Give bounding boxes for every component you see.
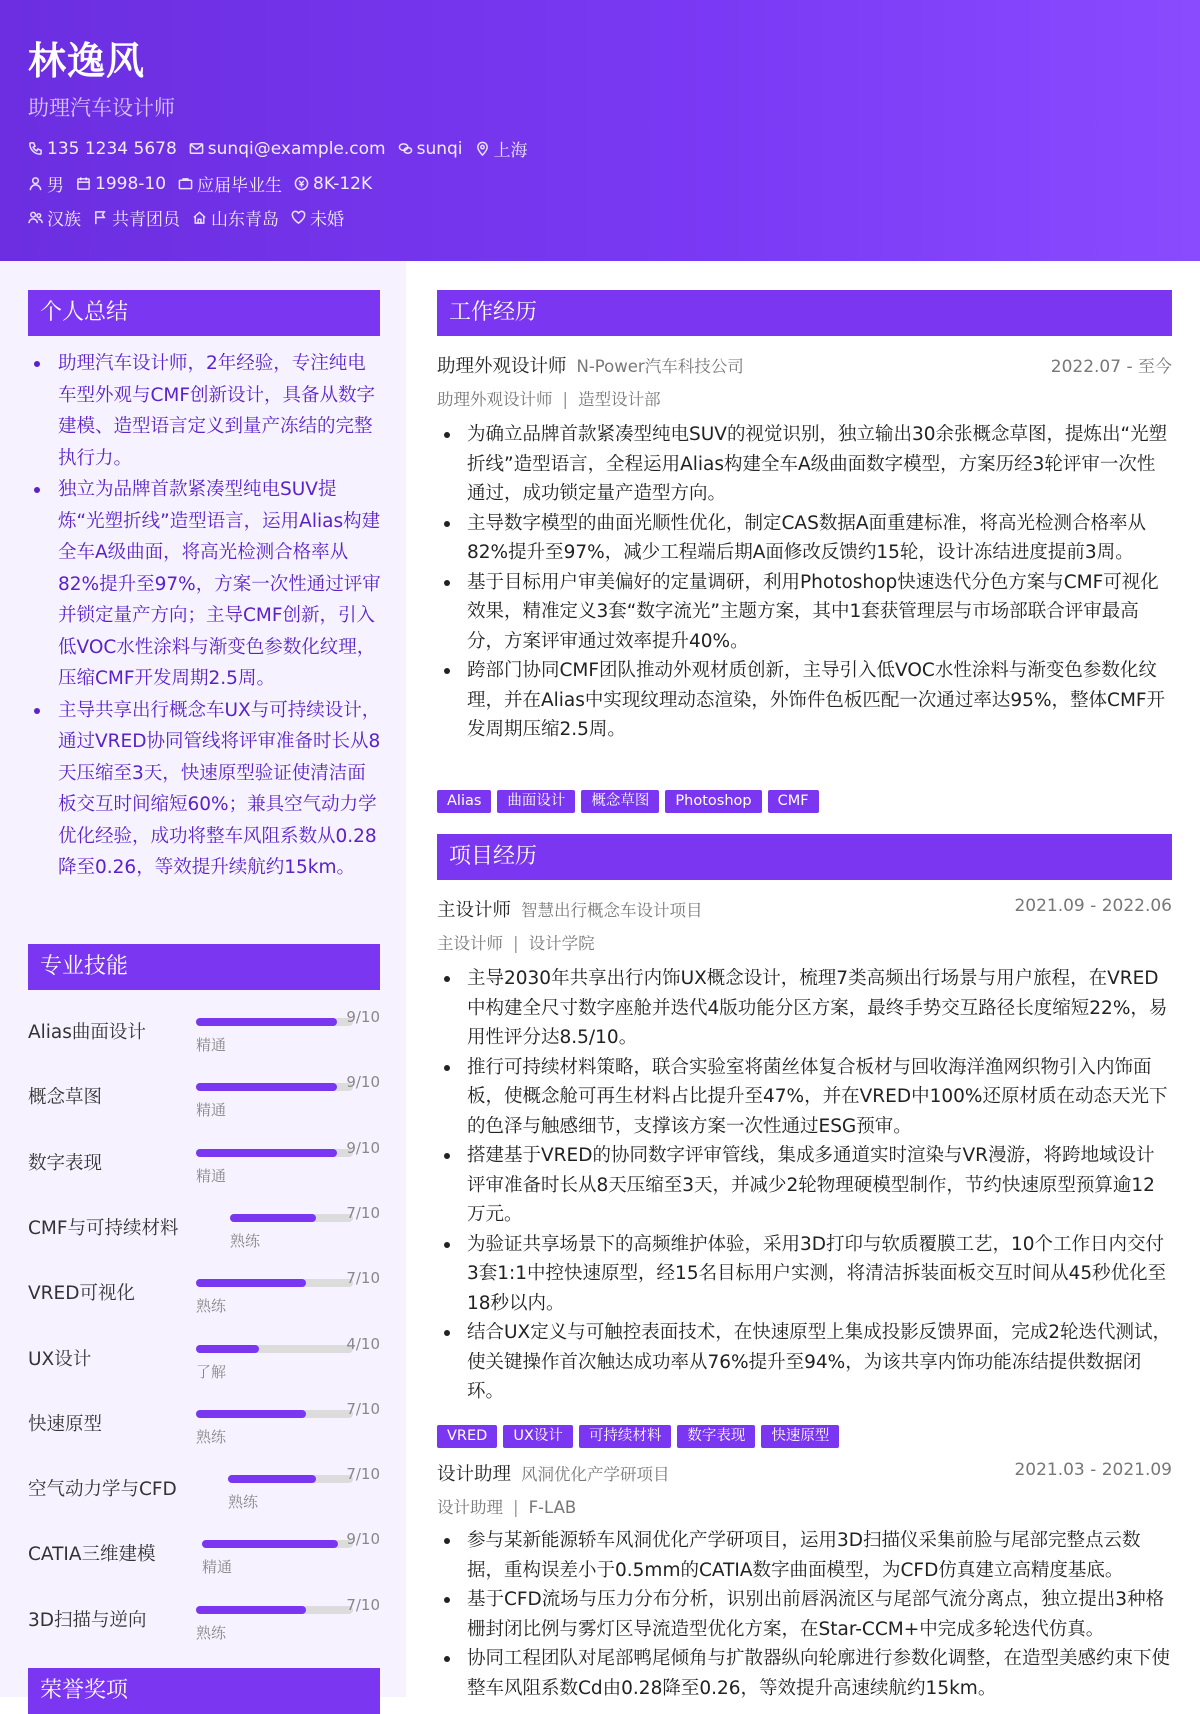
summary-item: 主导共享出行概念车UX与可持续设计，通过VRED协同管线将评审准备时长从8天压缩至3天，快速原型验证使清洁面板交互时间缩短60%；兼具空气动力学优化经验，成功将整车风阻系数从0.28降至0.26，等效提升续航约15km。 xyxy=(28,695,382,884)
birth-text: 1998-10 xyxy=(95,173,167,194)
gender-text: 男 xyxy=(47,176,64,196)
skill-row xyxy=(28,1069,380,1129)
home-icon xyxy=(192,210,207,225)
skill-level: 精通 xyxy=(196,1166,227,1185)
salary-text: 8K-12K xyxy=(313,173,373,194)
project-header xyxy=(437,1460,1172,1490)
calendar-icon xyxy=(76,176,91,191)
project-bullet: 协同工程团队对尾部鸭尾倾角与扩散器纵向轮廓进行参数化调整，在造型美感约束下使整车风阻系数Cd由0.28降至0.26，等效提升高速续航约15km。 xyxy=(437,1644,1172,1703)
project-name: 智慧出行概念车设计项目 xyxy=(521,901,703,920)
skill-tag: 曲面设计 xyxy=(497,790,575,813)
skill-level: 精通 xyxy=(196,1036,227,1054)
skill-row xyxy=(28,1396,380,1456)
skill-name: 3D扫描与逆向 xyxy=(28,1609,147,1631)
job-department: 造型设计部 xyxy=(578,390,661,409)
hometown-text: 山东青岛 xyxy=(211,210,279,230)
skill-level: 熟练 xyxy=(228,1493,259,1512)
marital-info xyxy=(291,205,344,230)
project-tags xyxy=(437,1425,845,1448)
skill-level: 精通 xyxy=(196,1101,227,1120)
job-tags xyxy=(437,790,825,813)
skills-section-title: 专业技能 xyxy=(28,944,380,990)
skill-name: 快速原型 xyxy=(28,1413,103,1435)
skill-tag: 可持续材料 xyxy=(579,1425,672,1448)
birth-info xyxy=(76,174,166,194)
skill-row xyxy=(28,1461,380,1521)
work-section-title: 工作经历 xyxy=(437,290,1172,336)
skill-bar-fill xyxy=(196,1606,306,1614)
skill-level: 熟练 xyxy=(230,1231,261,1250)
skill-bar xyxy=(228,1475,353,1483)
skill-bar xyxy=(196,1606,353,1614)
skill-name: VRED可视化 xyxy=(28,1283,135,1305)
skill-name: CMF与可持续材料 xyxy=(28,1217,179,1239)
project-bullets xyxy=(437,964,1172,1407)
ethnicity-text: 汉族 xyxy=(47,210,81,230)
marital-text: 未婚 xyxy=(310,210,344,230)
skill-bar xyxy=(196,1149,353,1157)
skill-row xyxy=(28,1200,380,1260)
skill-bar-fill xyxy=(196,1345,259,1353)
phone-info xyxy=(28,139,177,159)
skill-row xyxy=(28,1331,380,1391)
skill-bar xyxy=(196,1279,353,1287)
contact-row xyxy=(28,136,540,161)
projects-section-title: 项目经历 xyxy=(437,834,1172,880)
job-bullet: 主导数字模型的曲面光顺性优化，制定CAS数据A面重建标准，将高光检测合格率从82%提升至97%，减少工程端后期A面修改反馈约15轮，设计冻结进度提前3周。 xyxy=(437,509,1172,568)
skill-tag: Photoshop xyxy=(665,790,761,813)
job-position: 助理外观设计师 xyxy=(437,390,553,409)
project-header xyxy=(437,896,1172,926)
ethnicity-info xyxy=(28,205,81,230)
project-position: 设计助理 xyxy=(437,1498,503,1517)
skill-bar xyxy=(230,1214,353,1222)
job-bullet: 基于目标用户审美偏好的定量调研，利用Photoshop快速迭代分色方案与CMF可视化效果，精准定义3套“数字流光”主题方案，其中1套获管理层与市场部联合评审最高分，方案评审通过效率提升40%。 xyxy=(437,568,1172,657)
project-bullet: 为验证共享场景下的高频维护体验，采用3D打印与软质覆膜工艺，10个工作日内交付3套1:1中控快速原型，经15名目标用户实测，将清洁拆装面板交互时间从45秒优化至18秒以内。 xyxy=(437,1230,1172,1319)
project-bullet: 主导2030年共享出行内饰UX概念设计，梳理7类高频出行场景与用户旅程，在VRED中构建全尺寸数字座舱并迭代4版功能分区方案，最终手势交互路径长度缩短22%，易用性评分达8.5/10。 xyxy=(437,964,1172,1053)
project-bullet: 推行可持续材料策略，联合实验室将菌丝体复合板材与回收海洋渔网织物引入内饰面板，使概念舱可再生材料占比提升至47%，并在VRED中100%还原材质在动态天光下的色泽与触感细节，支撑该方案一次性通过ESG预审。 xyxy=(437,1053,1172,1142)
skill-bar-fill xyxy=(202,1540,338,1548)
city-info xyxy=(475,136,528,161)
people-icon xyxy=(28,210,43,225)
phone-text[interactable]: 135 1234 5678 xyxy=(47,138,177,159)
skill-row xyxy=(28,1004,380,1064)
skill-tag: VRED xyxy=(437,1425,497,1448)
skill-bar xyxy=(196,1083,353,1091)
job-title: 助理外观设计师 xyxy=(437,356,567,377)
skill-bar xyxy=(196,1018,353,1026)
skill-score: 7/10 xyxy=(346,1465,380,1484)
skill-bar-fill xyxy=(196,1149,337,1157)
skill-score: 9/10 xyxy=(346,1138,380,1157)
mail-icon xyxy=(189,141,204,156)
candidate-name: 林逸风 xyxy=(28,39,146,83)
skill-bar xyxy=(196,1345,353,1353)
skill-level: 熟练 xyxy=(196,1623,227,1642)
skill-name: 数字表现 xyxy=(28,1152,103,1174)
salary-info xyxy=(294,174,372,194)
flag-icon xyxy=(93,210,108,225)
summary-section-title: 个人总结 xyxy=(28,290,380,336)
project-date: 2021.09 - 2022.06 xyxy=(1014,896,1172,916)
summary-item: 助理汽车设计师，2年经验，专注纯电车型外观与CMF创新设计，具备从数字建模、造型语言定义到量产冻结的完整执行力。 xyxy=(28,348,382,474)
city-text: 上海 xyxy=(493,141,528,161)
skill-bar-fill xyxy=(230,1214,316,1222)
briefcase-icon xyxy=(178,176,193,191)
wechat-info xyxy=(398,139,463,159)
project-bullets xyxy=(437,1526,1172,1703)
honors-section-title: 荣誉奖项 xyxy=(28,1668,380,1714)
resume-header xyxy=(0,0,1200,261)
skill-score: 4/10 xyxy=(346,1334,380,1353)
skill-name: UX设计 xyxy=(28,1348,92,1370)
skill-row xyxy=(28,1265,380,1325)
skill-level: 熟练 xyxy=(196,1427,227,1446)
project-name: 风洞优化产学研项目 xyxy=(521,1465,670,1484)
project-position: 主设计师 xyxy=(437,934,503,953)
project-bullet: 基于CFD流场与压力分布分析，识别出前唇涡流区与尾部气流分离点，独立提出3种格栅封闭比例与雾灯区导流造型优化方案，在Star-CCM+中完成多轮迭代仿真。 xyxy=(437,1585,1172,1644)
skill-tag: 快速原型 xyxy=(761,1425,839,1448)
skill-bar xyxy=(196,1410,353,1418)
project-subtitle xyxy=(437,930,595,954)
project-department: F-LAB xyxy=(528,1498,577,1517)
personal-info-row xyxy=(28,205,356,230)
skill-score: 9/10 xyxy=(346,1008,380,1026)
job-bullet: 跨部门协同CMF团队推动外观材质创新，主导引入低VOC水性涂料与渐变色参数化纹理，并在Alias中实现纹理动态渲染，外饰件色板匹配一次通过率达95%，整体CMF开发周期压缩2.5周。 xyxy=(437,656,1172,745)
summary-item: 独立为品牌首款紧凑型纯电SUV提炼“光塑折线”造型语言，运用Alias构建全车A级曲面，将高光检测合格率从82%提升至97%，方案一次性通过评审并锁定量产方向；主导CMF创新，引入低VOC水性涂料与渐变色参数化纹理，压缩CMF开发周期2.5周。 xyxy=(28,474,382,695)
project-title: 主设计师 xyxy=(437,900,512,921)
skill-row xyxy=(28,1592,380,1652)
candidate-role: 助理汽车设计师 xyxy=(28,96,175,120)
project-date: 2021.03 - 2021.09 xyxy=(1014,1460,1172,1480)
skill-score: 9/10 xyxy=(346,1530,380,1549)
project-title: 设计助理 xyxy=(437,1464,512,1485)
status-info xyxy=(178,171,282,196)
skill-bar-fill xyxy=(228,1475,316,1483)
skill-level: 熟练 xyxy=(196,1297,227,1316)
skill-name: 空气动力学与CFD xyxy=(28,1479,177,1501)
wechat-text: sunqi xyxy=(416,138,463,159)
project-bullet: 搭建基于VRED的协同数字评审管线，集成多通道实时渲染与VR漫游，将跨地域设计评审准备时长从8天压缩至3天，并减少2轮物理硬模型制作，节约快速原型预算逾12万元。 xyxy=(437,1141,1172,1230)
job-date: 2022.07 - 至今 xyxy=(1050,357,1172,377)
skill-tag: CMF xyxy=(768,790,819,813)
status-text: 应届毕业生 xyxy=(197,176,283,196)
skill-bar-fill xyxy=(196,1410,306,1418)
skill-score: 7/10 xyxy=(346,1269,380,1288)
job-bullets xyxy=(437,420,1172,745)
job-header xyxy=(437,352,1172,382)
email-info xyxy=(189,139,386,159)
skill-name: Alias曲面设计 xyxy=(28,1022,146,1043)
separator: | xyxy=(562,390,569,409)
skill-tag: UX设计 xyxy=(503,1425,573,1448)
phone-icon xyxy=(28,141,43,156)
skill-tag: 概念草图 xyxy=(581,790,659,813)
skill-bar-fill xyxy=(196,1279,306,1287)
location-icon xyxy=(475,141,490,156)
basic-info-row xyxy=(28,171,384,196)
skill-row xyxy=(28,1526,380,1586)
skill-level: 了解 xyxy=(196,1362,227,1381)
separator: | xyxy=(513,1498,519,1517)
skill-name: 概念草图 xyxy=(28,1087,103,1109)
skill-level: 精通 xyxy=(202,1558,233,1577)
skill-bar-fill xyxy=(196,1018,337,1026)
project-bullet: 结合UX定义与可触控表面技术，在快速原型上集成投影反馈界面，完成2轮迭代测试，使关键操作首次触达成功率从76%提升至94%，为该共享内饰功能冻结提供数据闭环。 xyxy=(437,1318,1172,1407)
project-subtitle xyxy=(437,1494,576,1518)
skill-bar xyxy=(202,1540,353,1548)
person-icon xyxy=(28,176,43,191)
heart-icon xyxy=(291,210,306,225)
email-text[interactable]: sunqi@example.com xyxy=(207,138,386,159)
skill-tag: Alias xyxy=(437,790,491,813)
political-info xyxy=(93,205,180,230)
job-bullet: 为确立品牌首款紧凑型纯电SUV的视觉识别，独立输出30余张概念草图，提炼出“光塑折线”造型语言，全程运用Alias构建全车A级曲面数字模型，方案历经3轮评审一次性通过，成功锁定量产造型方向。 xyxy=(437,420,1172,509)
skill-score: 7/10 xyxy=(346,1399,380,1418)
job-company: N-Power汽车科技公司 xyxy=(576,357,744,376)
summary-list xyxy=(28,348,382,884)
skill-score: 7/10 xyxy=(346,1203,380,1222)
skill-name: CATIA三维建模 xyxy=(28,1544,156,1566)
separator: | xyxy=(513,934,519,953)
skill-row xyxy=(28,1135,380,1195)
money-icon xyxy=(294,176,309,191)
project-department: 设计学院 xyxy=(528,934,595,953)
project-bullet: 参与某新能源轿车风洞优化产学研项目，运用3D扫描仪采集前脸与尾部完整点云数据，重构误差小于0.5mm的CATIA数字曲面模型，为CFD仿真建立高精度基底。 xyxy=(437,1526,1172,1585)
job-subtitle xyxy=(437,386,661,410)
political-text: 共青团员 xyxy=(112,210,180,230)
skill-score: 9/10 xyxy=(346,1073,380,1092)
skill-score: 7/10 xyxy=(346,1595,380,1614)
gender-info xyxy=(28,171,64,196)
skill-tag: 数字表现 xyxy=(677,1425,755,1448)
hometown-info xyxy=(192,205,279,230)
skill-bar-fill xyxy=(196,1083,337,1091)
wechat-icon xyxy=(398,141,413,156)
